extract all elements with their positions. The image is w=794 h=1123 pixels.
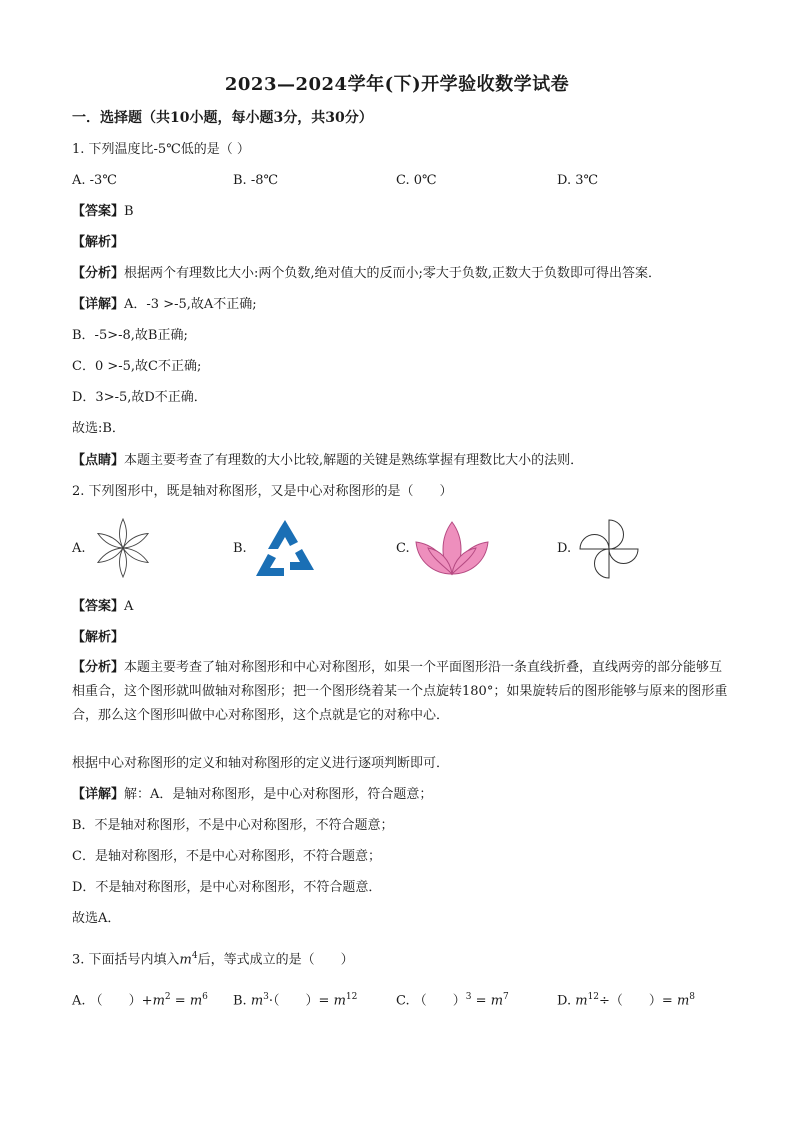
q2-xiangjie [72, 785, 432, 805]
option-mid: = [170, 993, 190, 1009]
section-heading: 一．选择题（共10小题，每小题3分，共30分） [72, 110, 373, 126]
q2-analysis-tag: 【解析】 [72, 630, 125, 645]
q3-stem [72, 946, 354, 970]
q2-line-c: C．是轴对称图形，不是中心对称图形，不符合题意； [72, 849, 381, 864]
dianjing-tag: 【点睛】 [72, 453, 125, 468]
option-base2: m [490, 993, 504, 1009]
q1-option-c: C. 0℃ [396, 173, 437, 188]
q1-answer [72, 202, 134, 222]
recycle-triangle-icon [254, 518, 316, 578]
q2-option-a-label: A. [72, 541, 86, 556]
fenxi-tag: 【分析】 [72, 266, 125, 281]
option-mid: = [471, 993, 491, 1009]
option-label: B. [233, 993, 247, 1009]
q1-choice: 故选:B． [72, 421, 125, 436]
page-title: 2023—2024学年(下)开学验收数学试卷 [224, 74, 570, 95]
option-exp: 2 [164, 992, 171, 1002]
q1-option-d: D. 3℃ [557, 173, 599, 188]
option-exp2: 7 [503, 992, 509, 1002]
option-exp: 3 [263, 992, 269, 1002]
option-mid: ÷（ ）= [599, 993, 677, 1009]
option-label: D. [557, 993, 572, 1009]
answer-tag: 【答案】 [72, 599, 125, 614]
lotus-icon [414, 518, 490, 576]
q1-xiangjie [72, 295, 257, 315]
six-petal-flower-icon [92, 517, 154, 579]
q1-analysis-tag: 【解析】 [72, 235, 125, 250]
q2-option-c-label: C. [396, 541, 410, 556]
answer-value: B [124, 204, 134, 219]
q2-stem: 2. 下列图形中，既是轴对称图形，又是中心对称图形的是（ ） [72, 484, 453, 499]
q2-option-b-label: B. [233, 541, 247, 556]
fenxi-text: 本题主要考查了轴对称图形和中心对称图形，如果一个平面图形沿一条直线折叠，直线两旁的部分能够互相重合，这个图形就叫做轴对称图形；把一个图形绕着某一个点旋转180°；如果旋转后的图形能够与原来的图形重合，那么这个图形叫做中心对称图形，这个点就是它的对称中心． [72, 660, 728, 723]
xiangjie-text: A．-3 >-5,故A不正确; [124, 297, 257, 312]
q3-option-d [557, 987, 695, 1011]
q3-stem-var: m [179, 952, 192, 968]
q1-line-b: B．-5>-8,故B正确; [72, 328, 188, 343]
q2-option-d-label: D. [557, 541, 572, 556]
answer-tag: 【答案】 [72, 204, 125, 219]
option-base2: m [676, 993, 690, 1009]
option-base: m [250, 993, 264, 1009]
option-exp2: 8 [689, 992, 695, 1002]
q1-line-c: C．0 >-5,故C不正确; [72, 359, 202, 374]
q2-fenxi [72, 656, 728, 728]
option-pre: （ ） [413, 993, 466, 1009]
q1-stem: 1. 下列温度比-5℃低的是（ ） [72, 142, 250, 157]
option-exp2: 12 [345, 992, 358, 1002]
xiangjie-text: 解：A．是轴对称图形，是中心对称图形，符合题意； [124, 787, 433, 802]
q1-fenxi [72, 264, 661, 284]
q1-dianjing [72, 451, 583, 471]
dianjing-text: 本题主要考查了有理数的大小比较,解题的关键是熟练掌握有理数比大小的法则． [124, 453, 584, 468]
option-mid: ·（ ）= [268, 993, 334, 1009]
answer-value: A [124, 599, 134, 614]
option-exp: 12 [587, 992, 600, 1002]
q3-stem-pre: 3. 下面括号内填入 [72, 952, 180, 968]
option-base2: m [189, 993, 203, 1009]
pinwheel-icon [578, 518, 640, 580]
option-exp: 3 [465, 992, 472, 1002]
option-base: m [152, 993, 165, 1009]
q2-line-b: B．不是轴对称图形，不是中心对称图形，不符合题意； [72, 818, 394, 833]
xiangjie-tag: 【详解】 [72, 297, 125, 312]
q2-fenxi2: 根据中心对称图形的定义和轴对称图形的定义进行逐项判断即可． [72, 756, 450, 771]
option-pre: （ ）+ [89, 993, 153, 1009]
option-label: C. [396, 993, 410, 1009]
q3-option-b [233, 987, 357, 1011]
option-label: A. [72, 993, 86, 1009]
option-base2: m [333, 993, 346, 1009]
q2-choice: 故选A． [72, 911, 121, 926]
q1-line-d: D．3>-5,故D不正确． [72, 390, 207, 405]
q3-stem-exp: 4 [191, 951, 198, 961]
q1-option-b: B. -8℃ [233, 173, 279, 188]
q3-option-c [396, 987, 509, 1011]
fenxi-tag: 【分析】 [72, 660, 125, 675]
q2-answer [72, 597, 133, 617]
option-base: m [575, 993, 588, 1009]
q3-option-a [72, 987, 208, 1011]
q3-stem-post: 后，等式成立的是（ ） [197, 952, 354, 968]
q2-line-d: D．不是轴对称图形，是中心对称图形，不符合题意． [72, 880, 382, 895]
fenxi-text: 根据两个有理数比大小:两个负数,绝对值大的反而小;零大于负数,正数大于负数即可得出答案． [124, 266, 662, 281]
q1-option-a: A. -3℃ [72, 173, 117, 188]
xiangjie-tag: 【详解】 [72, 787, 125, 802]
option-exp2: 6 [202, 992, 208, 1002]
